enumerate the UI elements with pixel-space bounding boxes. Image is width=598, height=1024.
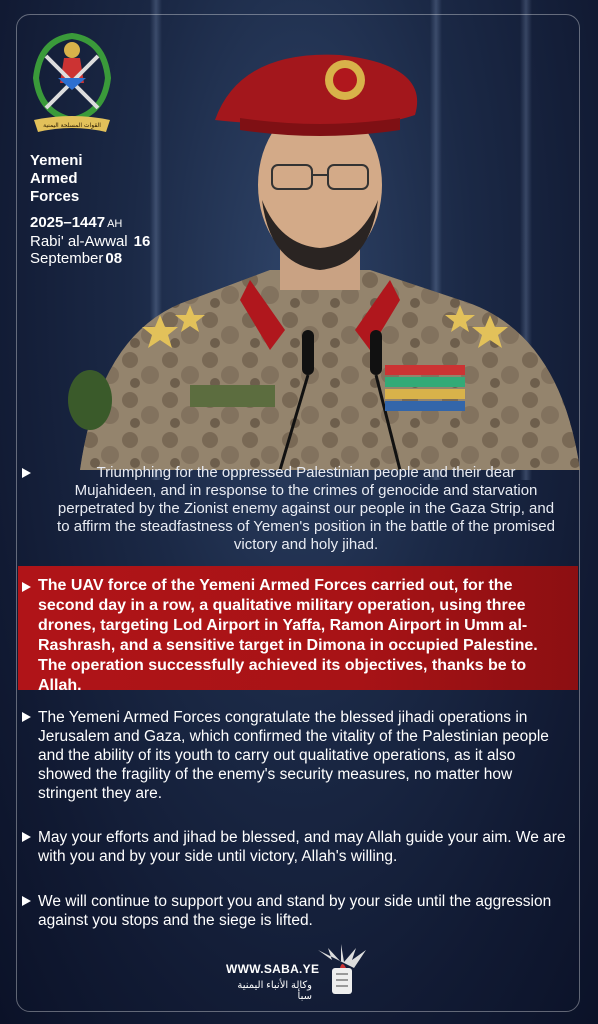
bullet-triangle-icon [22, 832, 31, 842]
greg-day: 08 [105, 250, 123, 267]
bullet-triangle-icon [22, 582, 31, 592]
hijri-month: Rabi' al-Awwal [30, 233, 128, 250]
bullet-triangle-icon [22, 712, 31, 722]
bullet-triangle-icon [22, 468, 31, 478]
hijri-suffix: AH [107, 218, 123, 230]
statement-congratulations: The Yemeni Armed Forces congratulate the blessed jihadi operations in Jerusalem and Gaza, which confirmed the vitality of the Palestinian people and the ability of its youth to carry out qualitative operations, as it also showed the fragility of the enemy's security measures, no matter how stringent they are. [38, 709, 549, 802]
svg-text:القوات المسلحة اليمنية: القوات المسلحة اليمنية [43, 122, 101, 129]
date-block [30, 214, 150, 267]
armed-forces-emblem-icon [24, 28, 120, 138]
bullet-triangle-icon [22, 896, 31, 906]
statement-blessing: May your efforts and jihad be blessed, and may Allah guide your aim. We are with you and by your side until victory, Allah's willing. [38, 829, 566, 865]
greg-month: September [30, 250, 104, 267]
hijri-year: 2025–1447 [30, 214, 106, 231]
site-url: WWW.SABA.YE [226, 962, 320, 976]
statement-support: We will continue to support you and stand by your side until the aggression against you stops and the siege is lifted. [38, 893, 552, 929]
org-name: Yemeni Armed Forces [30, 152, 83, 205]
statement-operation: The UAV force of the Yemeni Armed Forces carried out, for the second day in a row, a qualitative military operation, using three drones, targeting Lod Airport in Yaffa, Ramon Airport in Umm al-Rashrash, and a sensitive target in Dimona in occupied Palestine. The operation successfully achieved its objectives, thanks be to Allah. [38, 577, 538, 694]
statement-intro: Triumphing for the oppressed Palestinian people and their dear Mujahideen, and in response to the crimes of genocide and starvation perpetrated by the Zionist enemy against our people in the Gaza Strip, and to affirm the steadfastness of Yemen's position in the battle of the promised victory and holy jihad. [57, 464, 555, 553]
hijri-day: 16 [133, 233, 151, 250]
agency-name-arabic: وكالة الأنباء اليمنية سبأ [237, 980, 312, 1002]
saba-logo-icon [310, 940, 372, 998]
